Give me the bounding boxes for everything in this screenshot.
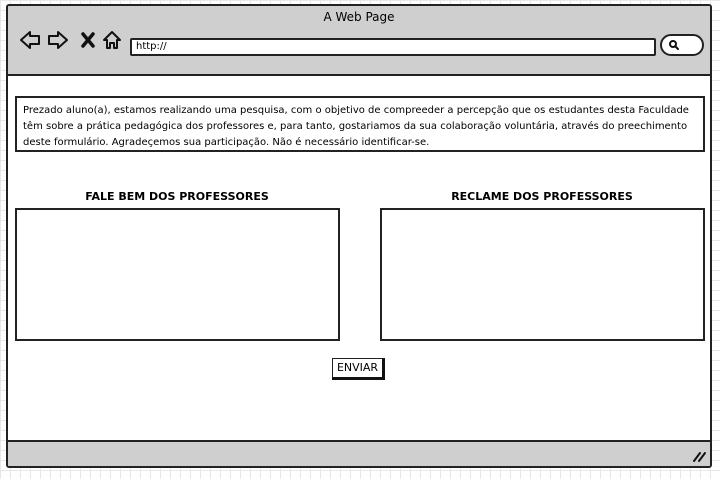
- back-button[interactable]: [18, 28, 42, 52]
- back-arrow-icon: [19, 29, 41, 51]
- search-icon: [668, 39, 680, 51]
- window-title: A Web Page: [323, 10, 395, 24]
- home-icon: [101, 29, 123, 51]
- home-button[interactable]: [100, 28, 124, 52]
- forward-arrow-icon: [47, 29, 69, 51]
- status-bar: [8, 440, 710, 466]
- browser-toolbar: [8, 6, 710, 76]
- praise-textarea[interactable]: [15, 208, 340, 341]
- close-x-icon: [79, 31, 97, 49]
- stop-button[interactable]: [76, 28, 100, 52]
- intro-message: Prezado aluno(a), estamos realizando uma pesquisa, com o objetivo de compreeder a percepção que os estudantes desta Faculdade têm sobre a prática pedagógica dos professores e, para tanto, gostariamos da sua colaboração voluntária, através do preechimento deste formulário. Agradeçemos sua participação. Não é necessário identificar-se.: [15, 96, 705, 152]
- browser-window: [6, 4, 712, 468]
- resize-grip-icon[interactable]: [692, 449, 706, 463]
- search-button[interactable]: [660, 34, 704, 56]
- forward-button[interactable]: [46, 28, 70, 52]
- complaint-textarea[interactable]: [380, 208, 705, 341]
- url-input[interactable]: [130, 38, 656, 56]
- page-content: [8, 76, 710, 440]
- submit-button[interactable]: ENVIAR: [332, 358, 385, 380]
- complaint-label: RECLAME DOS PROFESSORES: [451, 190, 633, 203]
- praise-label: FALE BEM DOS PROFESSORES: [85, 190, 269, 203]
